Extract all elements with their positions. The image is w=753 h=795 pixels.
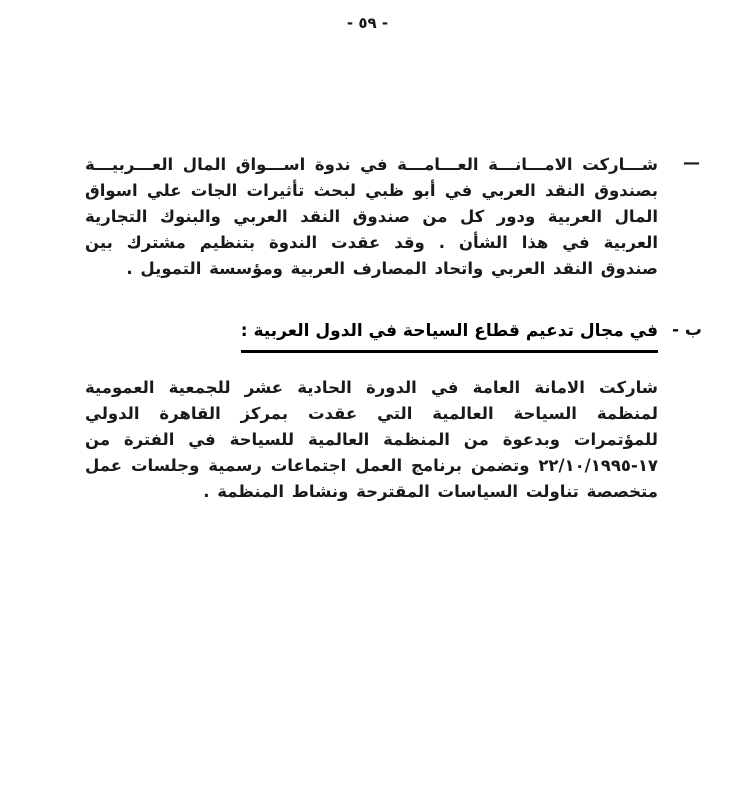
heading-marker: ب - [671,320,702,340]
page-content [85,152,702,505]
paragraph-text: شـــاركت الامـــانـــة العـــامـــة في ندوة اســـواق المال العـــربيـــة بصندوق النقد العربي في أبو ظبي لبحث تأثيرات الجات علي اسواق المال العربية ودور كل من صندوق النقد العربي والبنوك التجارية العربية في هذا الشأن . وقد عقدت الندوة بتنظيم مشترك بين صندوق النقد العربي واتحاد المصارف العربية ومؤسسة التمويل . [85,155,658,278]
paragraph-text: شاركت الامانة العامة في الدورة الحادية عشر للجمعية العمومية لمنظمة السياحة العالمية التي عقدت بمركز القاهرة الدولي للمؤتمرات وبدعوة من المنظمة العالمية للسياحة في الفترة من ١٧-٢٢/١٠/١٩٩٥ وتضمن برنامج العمل اجتماعات رسمية وجلسات عمل متخصصة تناولت السياسات المقترحة ونشاط المنظمة . [85,378,658,501]
dash-bullet: — [683,153,700,173]
page-number: - ٥٩ - [346,14,389,32]
paragraph-block-tourism [85,375,658,505]
paragraph-block-monetary-fund [85,152,700,282]
section-heading-text: في مجال تدعيم قطاع السياحة في الدول العربية : [241,320,658,353]
section-heading-block [85,320,702,353]
